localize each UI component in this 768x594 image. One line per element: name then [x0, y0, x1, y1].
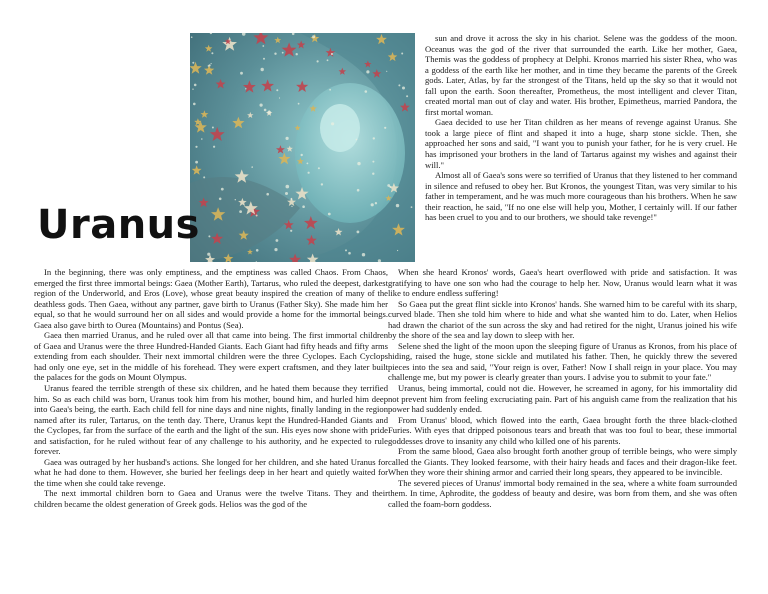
star-dot — [240, 72, 243, 75]
page-title: Uranus — [37, 202, 200, 248]
paragraph: Uranus, being immortal, could not die. However, he screamed in agony, for his immortality did not prevent him from feeling excruciating pain. Part of his anguish came from the realization that his power had suddenly ended. — [388, 383, 737, 415]
star-dot — [256, 249, 259, 252]
star-dot — [396, 204, 399, 207]
paragraph: Uranus feared the terrible strength of these six children, and he hated them because they terrified him. So as each child was born, Uranus took him from his mother, bound him, and hurled him deep into Gaea's being, the earth. Each child fell for nine days and nine nights, finally landing in the region named after its ruler, Tartarus, on the tenth day. There, Uranus kept the Hundred-Handed Giants and the Cyclopes, far from the surface of the earth and the light of the sun. His eyes now shone with pride and satisfaction, for he ruled without fear of any challenge to his authority, and he expected to rule forever. — [34, 383, 388, 457]
paragraph: In the beginning, there was only emptiness, and the emptiness was called Chaos. From Chaos, emerged the first three immortal beings: Gaea (Mother Earth), Tartarus, who ruled the deepest, darkest region of the Underworld, and Eros (Love), whose great beauty inspired the creation of many of the deathless gods. Then Gaea, without any partner, gave birth to Uranus (Father Sky). She made him her equal, so that he would surround her on all sides and would provide a home for the immortal beings. Gaea also gave birth to Ourea (Mountains) and Pontus (Sea). — [34, 267, 388, 330]
star-dot — [357, 162, 360, 165]
star-dot — [290, 230, 292, 232]
right-top-column — [425, 33, 737, 223]
star-dot — [308, 172, 310, 174]
star-dot — [328, 213, 331, 216]
star-dot — [219, 198, 222, 201]
star-dot — [384, 127, 386, 129]
star-dot — [261, 68, 264, 71]
star-dot — [402, 87, 405, 90]
star-dot — [291, 206, 292, 207]
star-dot — [211, 52, 213, 54]
star-dot — [208, 235, 210, 237]
star-dot — [348, 252, 351, 255]
left-column — [34, 267, 388, 510]
star-dot — [372, 173, 374, 175]
star-dot — [406, 95, 408, 97]
star-dot — [260, 104, 263, 107]
star-dot — [290, 198, 292, 200]
star-dot — [274, 248, 277, 251]
star-dot — [286, 185, 290, 189]
star-dot — [266, 193, 269, 196]
star-dot — [318, 167, 320, 169]
star-dot — [274, 53, 276, 55]
paragraph: Gaea decided to use her Titan children as her means of revenge against Uranus. She took a large piece of flint and shaped it into a huge, sharp stone sickle. Then, she approached her sons and said, "I want you to punish your father, for he is very cruel. He has imprisoned your brothers in the land of Tartarus against my wishes and against their will." — [425, 117, 737, 170]
paragraph: The next immortal children born to Gaea and Uranus were the twelve Titans. They and their children became the oldest generation of Greek gods. Helios was the god of the — [34, 488, 388, 510]
star-dot — [276, 239, 279, 242]
paragraph: So Gaea put the great flint sickle into Kronos' hands. She warned him to be careful with its sharp, curved blade. Then she told him where to hide and what she wanted him to do. Later, when Helios had drawn the chariot of the sun across the sky and had retired for the night, Uranus joined his wife by the shore of the sea and lay down to sleep with her. — [388, 298, 737, 341]
sky-god-figure — [295, 83, 405, 223]
star-dot — [221, 188, 224, 191]
right-column — [388, 267, 737, 510]
paragraph: sun and drove it across the sky in his chariot. Selene was the goddess of the moon. Oceanus was the god of the river that surrounded the earth. Like her mother, Gaea, Themis was the goddess of prophecy at Delphi. Kronos married his sister Rhea, who was a goddess of the earth like her mother, and in time they became the parents of the Greek gods. Later, Atlas, by far the strongest of the Titans, held up the sky so that it would not fall upon the earth. Soon thereafter, Prometheus, the most intelligent and clever Titan, created mortal man out of clay and water. His brother, Epimetheus, married Pandora, the first mortal woman. — [425, 33, 737, 117]
star-dot — [267, 111, 271, 115]
star-dot — [312, 35, 315, 38]
star-dot — [285, 192, 288, 195]
star-dot — [296, 53, 298, 55]
paragraph: When she heard Kronos' words, Gaea's heart overflowed with pride and satisfaction. It was gratifying to have one son who had the courage to help her. Now, Uranus would learn what it was like to endure endless suffering! — [388, 267, 737, 299]
star-dot — [398, 84, 400, 86]
star-dot — [276, 89, 278, 91]
star-dot — [345, 249, 347, 251]
star-dot — [375, 202, 377, 204]
star-dot — [213, 146, 215, 148]
star-dot — [307, 163, 309, 165]
star-dot — [235, 199, 236, 200]
star-dot — [362, 253, 365, 256]
star-dot — [286, 137, 289, 140]
star-dot — [245, 88, 246, 89]
star-dot — [331, 53, 333, 55]
star-dot — [401, 53, 403, 55]
star-dot — [211, 63, 212, 64]
star-dot — [387, 184, 390, 187]
paragraph: Gaea was outraged by her husband's actions. She longed for her children, and she hated Uranus for what he had done to them. However, she buried her feelings deep in her heart and quietly waited for the time when she could take revenge. — [34, 456, 388, 488]
star-dot — [301, 154, 303, 156]
star-dot — [239, 210, 242, 213]
star-dot — [194, 84, 197, 87]
paragraph: From Uranus' blood, which flowed into the earth, Gaea brought forth the three black-clothed Furies. With eyes that dripped poisonous tears and breath that was too foul to bear, these immortal goddesses drove to insanity any child who killed one of his parents. — [388, 414, 737, 446]
star-dot — [302, 205, 305, 208]
star-dot — [256, 215, 258, 217]
star-dot — [397, 250, 398, 251]
star-dot — [195, 146, 197, 148]
star-dot — [356, 139, 358, 141]
star-dot — [207, 253, 210, 256]
star-dot — [192, 62, 194, 64]
star-dot — [212, 127, 214, 129]
sky-god-face — [320, 104, 360, 152]
star-dot — [365, 90, 368, 93]
star-dot — [317, 60, 319, 62]
star-dot — [357, 189, 360, 192]
star-dot — [195, 161, 198, 164]
star-dot — [373, 137, 375, 139]
star-dot — [298, 103, 300, 105]
illustration-svg — [190, 33, 415, 262]
paragraph: Selene shed the light of the moon upon the sleeping figure of Uranus as Kronos, from his place of hiding, raised the huge, stone sickle and mutilated his father. Then, he quickly threw the severed pieces into the sea and said, "Your reign is over, Father! Now I shall reign in your place. You may challenge me, but my power is clearly greater than yours. I advise you to submit to your fate." — [388, 340, 737, 383]
star-dot — [263, 58, 265, 60]
star-dot — [327, 59, 329, 61]
starry-sky-figure-illustration — [190, 33, 415, 262]
star-dot — [411, 206, 413, 208]
star-dot — [329, 89, 331, 91]
star-dot — [264, 109, 267, 112]
star-dot — [191, 36, 193, 38]
star-dot — [201, 138, 203, 140]
star-dot — [371, 203, 374, 206]
star-dot — [357, 231, 360, 234]
paragraph: Almost all of Gaea's sons were so terrified of Uranus that they listened to her command in silence and refused to obey her. But Kronos, the youngest Titan, was very similar to his father in temperament, and he was much more courageous than his brothers. When he saw their reaction, he said, "If no one else will help you, Mother, I certainly will. If our father has been cruel to you and to our brothers, we should take revenge!" — [425, 170, 737, 223]
star-dot — [366, 70, 369, 73]
star-dot — [331, 122, 334, 125]
paragraph: The severed pieces of Uranus' immortal body remained in the sea, where a white foam surrounded them. In time, Aphrodite, the goddess of beauty and desire, was born from them, and she was often called the foam-born goddess. — [388, 477, 737, 510]
star-dot — [262, 45, 264, 47]
star-dot — [192, 89, 193, 90]
star-dot — [372, 161, 374, 163]
paragraph: From the same blood, Gaea also brought forth another group of terrible beings, who were simply called the Giants. They looked fearsome, with their hairy heads and faces and their dragon-like feet. When they wore their shining armor and carried their long spears, they appeared to be invincible. — [388, 446, 737, 478]
star-dot — [193, 103, 196, 106]
star-dot — [279, 97, 280, 98]
star-dot — [321, 183, 323, 185]
star-dot — [386, 71, 387, 72]
star-dot — [203, 176, 205, 178]
paragraph: Gaea then married Uranus, and he ruled over all that came into being. The first immortal children of Gaea and Uranus were the three Hundred-Handed Giants. Each Giant had fifty heads and fifty arms extending from each shoulder. Their next immortal children were the three Cyclopes. Each Cyclops had only one eye, set in the middle of his forehead. They were expert craftsmen, and they later built the palaces for the gods on Mount Olympus. — [34, 330, 388, 383]
star-dot — [251, 166, 253, 168]
star-dot — [282, 52, 284, 54]
star-dot — [208, 65, 210, 67]
